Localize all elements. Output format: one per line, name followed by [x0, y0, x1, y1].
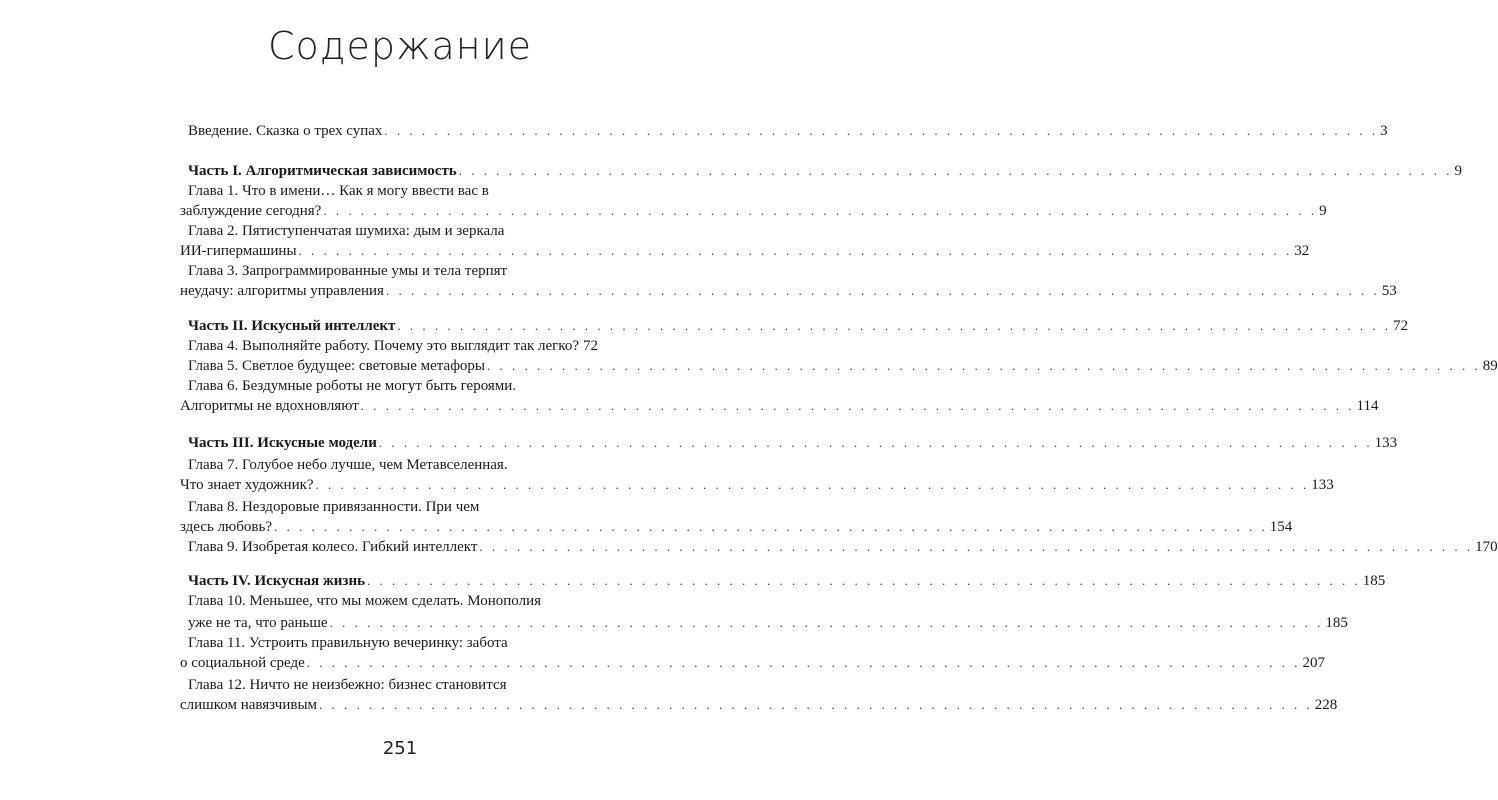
toc-row: [180, 180, 598, 202]
toc-row: [180, 375, 598, 397]
toc-page-number: 114: [1356, 398, 1379, 414]
toc-entry-text: Глава 1. Что в имени… Как я могу ввести вас в: [188, 183, 489, 199]
toc-dot-leader: . . . . . . . . . . . . . . . . . . . . . . . . . . . . . . . . . . . . . . . . . . . . . . . . . . . . . . . . . . . . . . . . . . . . . . . . . . . . . . . .: [360, 398, 1355, 413]
toc-entry-text: Глава 5. Светлое будущее: световые метафоры: [188, 358, 486, 374]
toc-row: [180, 220, 598, 242]
toc-page-number: 3: [1380, 123, 1388, 139]
toc-page-number: 207: [1302, 655, 1326, 671]
toc-entry-text: Глава 2. Пятиступенчатая шумиха: дым и зеркала: [188, 223, 505, 239]
toc-entry-text: Глава 9. Изобретая колесо. Гибкий интеллект: [188, 539, 478, 555]
toc-dot-leader: . . . . . . . . . . . . . . . . . . . . . . . . . . . . . . . . . . . . . . . . . . . . . . . . . . . . . . . . . . . . . . . . . . . . . . . . . . . . . . . .: [323, 203, 1318, 218]
toc-page-number: 89: [1482, 358, 1498, 374]
toc-entry-text: Глава 6. Бездумные роботы не могут быть героями.: [188, 378, 517, 394]
toc-page-number: 133: [1374, 435, 1398, 451]
toc-dot-leader: . . . . . . . . . . . . . . . . . . . . . . . . . . . . . . . . . . . . . . . . . . . . . . . . . . . . . . . . . . . . . . . . . . . . . . . . . . . . . . . .: [487, 358, 1481, 373]
toc-row: [180, 280, 1397, 302]
toc-part-row: [180, 160, 1462, 182]
toc-row: [180, 200, 1327, 222]
toc-entry-text: заблуждение сегодня?: [180, 203, 322, 219]
page-title: Содержание: [267, 24, 533, 68]
toc-entry-text: Часть III. Искусные модели: [188, 435, 377, 451]
toc-entry-text: Глава 11. Устроить правильную вечеринку: забота: [188, 635, 508, 651]
toc-row: [180, 516, 1293, 538]
toc-dot-leader: . . . . . . . . . . . . . . . . . . . . . . . . . . . . . . . . . . . . . . . . . . . . . . . . . . . . . . . . . . . . . . . . . . . . . . . . . . . . . . . .: [298, 243, 1293, 258]
toc-dot-leader: . . . . . . . . . . . . . . . . . . . . . . . . . . . . . . . . . . . . . . . . . . . . . . . . . . . . . . . . . . . . . . . . . . . . . . . . . . . . . . . .: [384, 123, 1379, 138]
toc-row: [180, 632, 598, 654]
toc-part-row: [180, 315, 1409, 337]
toc-entry-text: Глава 12. Ничто не неизбежно: бизнес становится: [188, 677, 507, 693]
toc-entry-text: Часть II. Искусный интеллект: [188, 318, 396, 334]
toc-dot-leader: . . . . . . . . . . . . . . . . . . . . . . . . . . . . . . . . . . . . . . . . . . . . . . . . . . . . . . . . . . . . . . . . . . . . . . . . . . . . . . . .: [397, 318, 1392, 333]
toc-entry-text: Часть I. Алгоритмическая зависимость: [188, 163, 457, 179]
toc-dot-leader: . . . . . . . . . . . . . . . . . . . . . . . . . . . . . . . . . . . . . . . . . . . . . . . . . . . . . . . . . . . . . . . . . . . . . . . . . . . . . . . .: [458, 163, 1453, 178]
toc-entry-text: Алгоритмы не вдохновляют: [180, 398, 359, 414]
toc-page-number: 72: [1393, 318, 1409, 334]
toc-entry-text: ИИ-гипермашины: [180, 243, 297, 259]
toc-entry-text: Глава 8. Нездоровые привязанности. При чем: [188, 499, 480, 515]
toc-page-number: 228: [1314, 697, 1338, 713]
toc-page-number: 9: [1319, 203, 1327, 219]
toc-part-row: [180, 432, 1398, 454]
toc-row: [180, 694, 1338, 716]
toc-row: [180, 120, 1388, 142]
toc-row: [180, 496, 598, 518]
toc-dot-leader: . . . . . . . . . . . . . . . . . . . . . . . . . . . . . . . . . . . . . . . . . . . . . . . . . . . . . . . . . . . . . . . . . . . . . . . . . . . . . . . .: [329, 615, 1324, 630]
toc-dot-leader: . . . . . . . . . . . . . . . . . . . . . . . . . . . . . . . . . . . . . . . . . . . . . . . . . . . . . . . . . . . . . . . . . . . . . . . . . . . . . . . .: [315, 477, 1310, 492]
toc-entry-text: Глава 10. Меньшее, что мы можем сделать. Монополия: [188, 593, 541, 609]
toc-part-row: [180, 570, 1386, 592]
toc-row: [180, 454, 598, 476]
toc-row: [180, 335, 598, 357]
toc-dot-leader: . . . . . . . . . . . . . . . . . . . . . . . . . . . . . . . . . . . . . . . . . . . . . . . . . . . . . . . . . . . . . . . . . . . . . . . . . . . . . . . .: [367, 573, 1361, 588]
page-number: 251: [382, 738, 418, 759]
toc-page-number: 154: [1269, 519, 1293, 535]
toc-row: [180, 612, 1348, 634]
toc-dot-leader: . . . . . . . . . . . . . . . . . . . . . . . . . . . . . . . . . . . . . . . . . . . . . . . . . . . . . . . . . . . . . . . . . . . . . . . . . . . . . . . .: [319, 697, 1313, 712]
toc-page-number: 170: [1475, 539, 1498, 555]
toc-page-number: 9: [1454, 163, 1462, 179]
toc-row: [180, 536, 1498, 558]
toc-page-number: 32: [1294, 243, 1310, 259]
toc-dot-leader: . . . . . . . . . . . . . . . . . . . . . . . . . . . . . . . . . . . . . . . . . . . . . . . . . . . . . . . . . . . . . . . . . . . . . . . . . . . . . . . .: [479, 539, 1474, 554]
toc-entry-text: Глава 4. Выполняйте работу. Почему это выглядит так легко?: [188, 338, 579, 354]
toc-entry-text: слишком навязчивым: [180, 697, 318, 713]
toc-page-number: 133: [1311, 477, 1334, 493]
toc-page-number: 53: [1381, 283, 1397, 299]
toc-entry-text: уже не та, что раньше: [188, 615, 328, 631]
toc-page-number: 72: [583, 338, 598, 354]
toc-entry-text: Что знает художник?: [180, 477, 314, 493]
toc-row: [180, 395, 1379, 417]
toc-entry-text: о социальной среде: [180, 655, 305, 671]
toc-entry-text: Глава 7. Голубое небо лучше, чем Метавселенная.: [188, 457, 508, 473]
toc-entry-text: здесь любовь?: [180, 519, 272, 535]
toc-row: [180, 674, 598, 696]
toc-page-number: 185: [1362, 573, 1386, 589]
toc-entry-text: Введение. Сказка о трех супах: [188, 123, 383, 139]
toc-row: [180, 474, 1334, 496]
toc-row: [180, 240, 1310, 262]
toc-dot-leader: . . . . . . . . . . . . . . . . . . . . . . . . . . . . . . . . . . . . . . . . . . . . . . . . . . . . . . . . . . . . . . . . . . . . . . . . . . . . . . . .: [385, 283, 1380, 298]
toc-entry-text: неудачу: алгоритмы управления: [180, 283, 384, 299]
toc-entry-text: Часть IV. Искусная жизнь: [188, 573, 366, 589]
toc-page-number: 185: [1325, 615, 1348, 631]
toc-row: [180, 590, 598, 612]
toc-dot-leader: . . . . . . . . . . . . . . . . . . . . . . . . . . . . . . . . . . . . . . . . . . . . . . . . . . . . . . . . . . . . . . . . . . . . . . . . . . . . . . . .: [306, 655, 1301, 670]
toc-entry-text: Глава 3. Запрограммированные умы и тела терпят: [188, 263, 508, 279]
toc-dot-leader: . . . . . . . . . . . . . . . . . . . . . . . . . . . . . . . . . . . . . . . . . . . . . . . . . . . . . . . . . . . . . . . . . . . . . . . . . . . . . . . .: [378, 435, 1373, 450]
toc-row: [180, 355, 1498, 377]
toc-row: [180, 652, 1326, 674]
toc-dot-leader: . . . . . . . . . . . . . . . . . . . . . . . . . . . . . . . . . . . . . . . . . . . . . . . . . . . . . . . . . . . . . . . . . . . . . . . . . . . . . . . .: [273, 519, 1268, 534]
toc-row: [180, 260, 598, 282]
